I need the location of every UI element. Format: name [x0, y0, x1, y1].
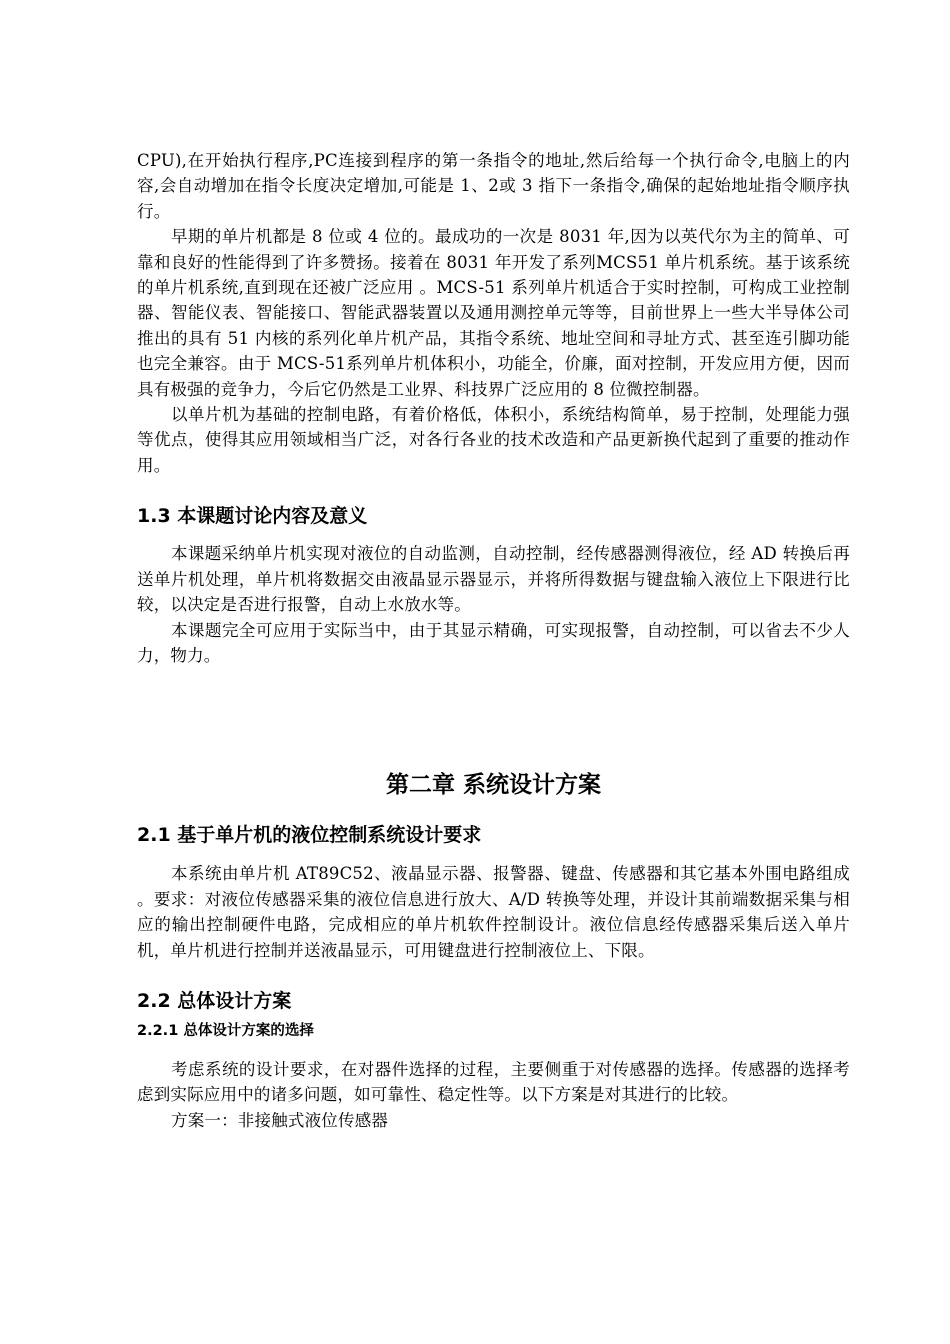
paragraph-early-mcu: 早期的单片机都是 8 位或 4 位的。最成功的一次是 8031 年,因为以英代尔为主的简单、可靠和良好的性能得到了许多赞扬。接着在 8031 年开发了系列MCS51 单片机系统。基于该系统的单片机系统,直到现在还被广泛应用 。MCS-51 系列单片机适合于实时控制，可构成工业控制器、智能仪表、智能接口、智能武器装置以及通用测控单元等等，目前世界上一些大半导体公司推出的具有 51 内核的系列化单片机产品，其指令系统、地址空间和寻址方式、甚至连引脚功能也完全兼容。由于 MCS-51系列单片机体积小，功能全，价廉，面对控制，开发应用方便，因而具有极强的竞争力，今后它仍然是工业界、科技界广泛应用的 8 位微控制器。	[137, 227, 850, 399]
section-heading-2-2: 2.2 总体设计方案	[137, 989, 292, 1012]
paragraph-topic-significance: 本课题完全可应用于实际当中，由于其显示精确，可实现报警，自动控制，可以省去不少人力，物力。	[137, 620, 850, 665]
section-heading-2-1: 2.1 基于单片机的液位控制系统设计要求	[137, 824, 482, 847]
paragraph-topic-content: 本课题采纳单片机实现对液位的自动监测，自动控制，经传感器测得液位，经 AD 转换后再送单片机处理，单片机将数据交由液晶显示器显示，并将所得数据与键盘输入液位上下限进行比较，以决定是否进行报警，自动上水放水等。	[137, 544, 850, 615]
paragraph-design-requirements: 本系统由单片机 AT89C52、液晶显示器、报警器、键盘、传感器和其它基本外围电路组成 。要求：对液位传感器采集的液位信息进行放大、A/D 转换等处理，并设计其前端数据采集与相应的输出控制硬件电路，完成相应的单片机软件控制设计。液位信息经传感器采集后送入单片机，单片机进行控制并送液晶显示，可用键盘进行控制液位上、下限。	[137, 864, 850, 960]
subsection-heading-2-2-1: 2.2.1 总体设计方案的选择	[137, 1022, 314, 1039]
document-page	[137, 148, 850, 1133]
chapter-title: 第二章 系统设计方案	[385, 772, 601, 799]
paragraph-cpu-execution: CPU),在开始执行程序,PC连接到程序的第一条指令的地址,然后给每一个执行命令,电脑上的内容,会自动增加在指令长度决定增加,可能是 1、2或 3 指下一条指令,确保的起始地址指令顺序执行。	[137, 151, 850, 221]
paragraph-mcu-advantages: 以单片机为基础的控制电路，有着价格低，体积小，系统结构简单，易于控制，处理能力强等优点，使得其应用领域相当广泛，对各行各业的技术改造和产品更新换代起到了重要的推动作用。	[137, 405, 850, 475]
paragraph-option-one: 方案一：非接触式液位传感器	[171, 1110, 389, 1130]
paragraph-sensor-selection: 考虑系统的设计要求，在对器件选择的过程，主要侧重于对传感器的选择。传感器的选择考虑到实际应用中的诸多问题，如可靠性、稳定性等。以下方案是对其进行的比较。	[137, 1059, 850, 1105]
section-heading-1-3: 1.3 本课题讨论内容及意义	[137, 505, 368, 528]
